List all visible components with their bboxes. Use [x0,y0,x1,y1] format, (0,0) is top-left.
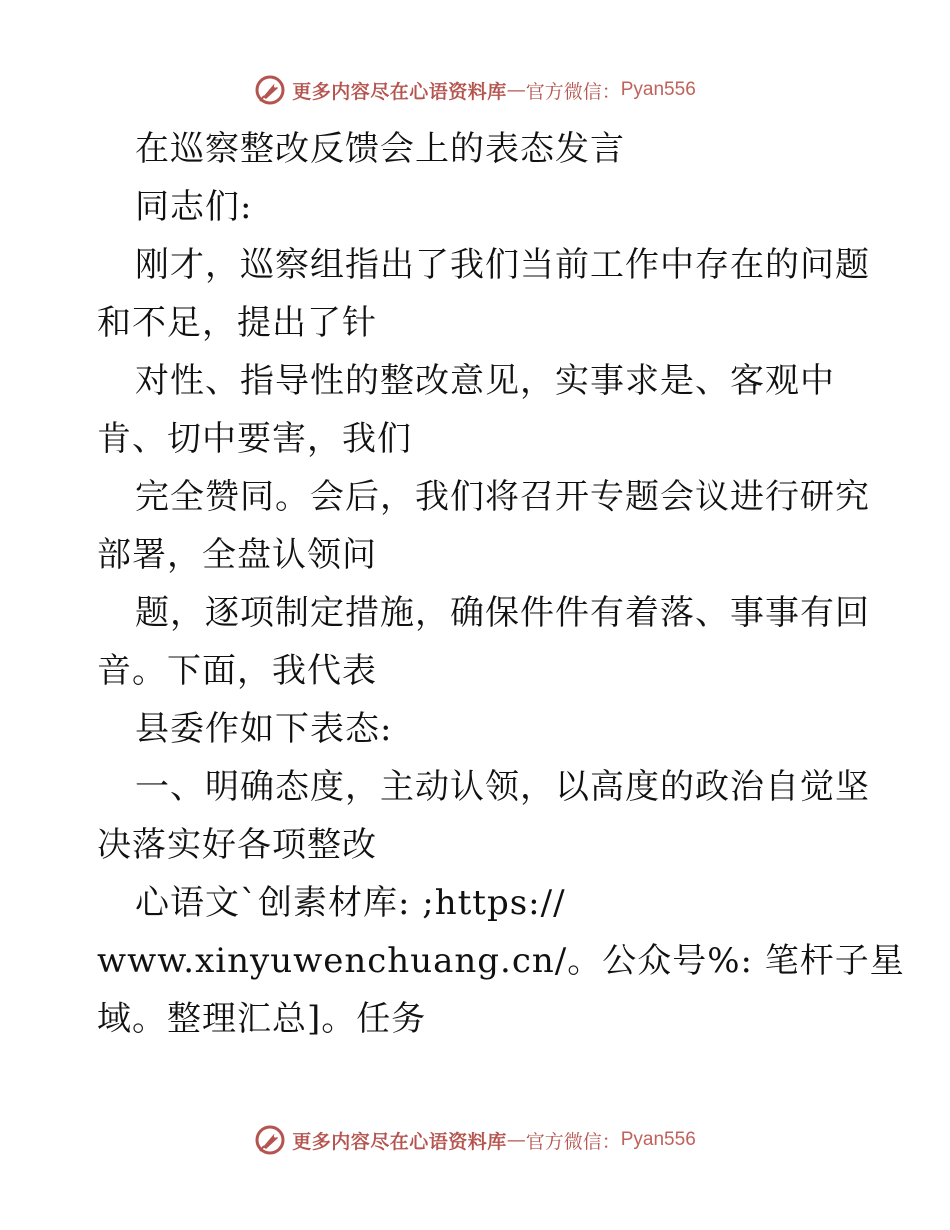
banner-wechat-id: Pyan556 [620,1129,696,1150]
banner-site-text: 更多内容尽在心语资料库 [292,80,507,103]
text-line: 题，逐项制定措施，确保件件有着落、事事有回 [135,593,870,633]
banner-wechat-label: 官方微信： [525,1130,621,1153]
banner-separator: — [506,79,526,101]
salutation: 同志们: [135,187,253,227]
text-line: 县委作如下表态: [135,709,393,749]
header-banner [0,70,950,110]
text-line: www.xinyuwenchuang.cn/。公众号%: 笔杆子星 [97,941,905,981]
pen-nib-logo-icon [254,74,286,106]
text-line: 决落实好各项整改 [97,825,377,865]
text-line: 完全赞同。会后，我们将召开专题会议进行研究 [135,477,870,517]
banner-wechat-label: 官方微信： [525,80,621,103]
text-line: 刚才，巡察组指出了我们当前工作中存在的问题 [135,245,870,285]
footer-banner [0,1120,950,1160]
text-line: 域。整理汇总]。任务 [97,999,427,1039]
text-line: 心语文`创素材库: ;https:// [135,883,566,923]
banner-site-text: 更多内容尽在心语资料库 [292,1130,507,1153]
pen-nib-logo-icon [254,1124,286,1156]
section-heading: 一、明确态度，主动认领，以高度的政治自觉坚 [135,767,870,807]
banner-separator: — [506,1129,526,1151]
banner-wechat-id: Pyan556 [620,79,696,100]
text-line: 部署，全盘认领问 [97,535,377,575]
text-line: 和不足，提出了针 [97,303,377,343]
text-line: 对性、指导性的整改意见，实事求是、客观中 [135,361,835,401]
text-line: 肯、切中要害，我们 [97,419,412,459]
text-line: 音。下面，我代表 [97,651,377,691]
document-body [97,120,905,1048]
document-title: 在巡察整改反馈会上的表态发言 [135,129,625,169]
